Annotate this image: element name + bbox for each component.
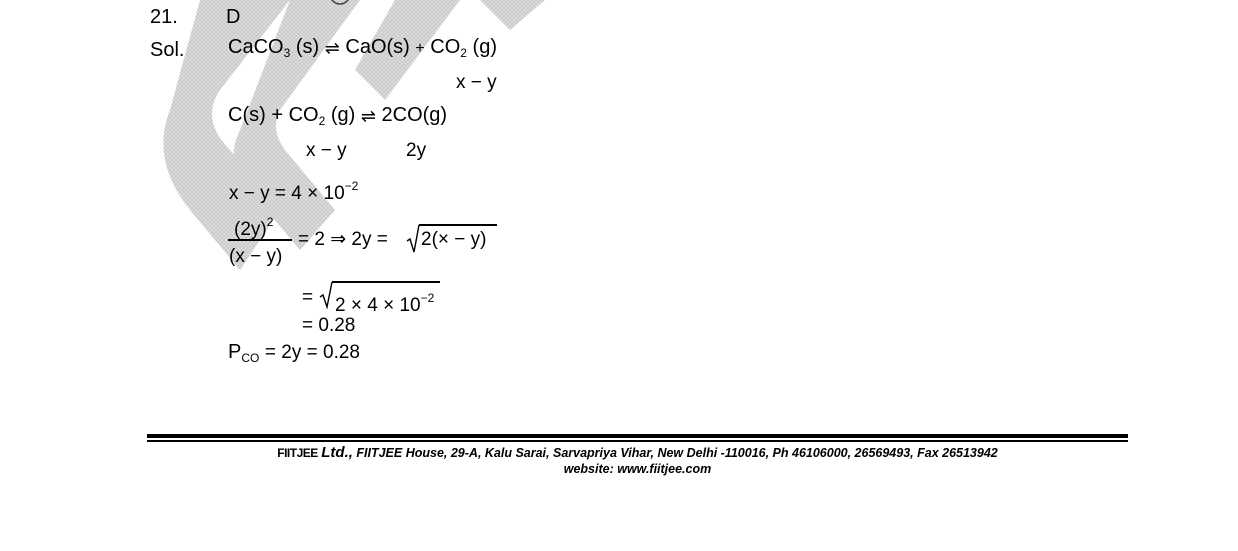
footer-address-line <box>147 445 1128 461</box>
reaction-2-reactant-1: C(s) <box>228 104 266 126</box>
reaction-1-below: x − y <box>456 72 497 93</box>
reaction-1 <box>228 35 497 65</box>
reaction-2-reactant-2: CO <box>288 104 319 126</box>
sqrt-bar <box>419 224 497 226</box>
equation-5-rest: = 2y = 0.28 <box>264 342 360 363</box>
answer-letter: D <box>226 6 241 28</box>
pressure-symbol: P <box>228 341 242 363</box>
numerator-text: (2y) <box>234 219 267 240</box>
equation-1 <box>229 174 358 206</box>
fraction-denominator: (x − y) <box>229 246 283 267</box>
equilibrium-arrow-icon: ⇌ <box>360 106 376 126</box>
reaction-1-product-2: CO <box>430 36 461 58</box>
reaction-1-reactant-subscript: 3 <box>283 46 291 60</box>
footer-ltd: Ltd., <box>321 444 353 461</box>
sqrt-text: 2 × 4 × 10 <box>335 295 421 316</box>
reaction-2-reactant-2-subscript: 2 <box>318 114 326 128</box>
equation-5 <box>228 340 360 370</box>
page-footer <box>147 445 1128 477</box>
numerator-exponent: 2 <box>266 215 274 229</box>
reaction-2-product: 2CO(g) <box>381 104 448 126</box>
reaction-2-below-left: x − y <box>306 140 347 161</box>
equation-1-lhs: x − y = 4 × 10 <box>229 183 345 204</box>
reaction-1-product-1: CaO(s) <box>345 36 410 58</box>
reaction-1-product-2-subscript: 2 <box>460 46 467 60</box>
reaction-2-reactant-2-state: (g) <box>330 104 356 126</box>
equation-4: = 0.28 <box>302 315 356 336</box>
equation-2-rhs: = 2 ⇒ 2y = <box>298 229 388 250</box>
solution-label: Sol. <box>150 39 185 61</box>
reaction-2 <box>228 103 447 133</box>
pressure-subscript: CO <box>241 351 260 365</box>
reaction-2-below-right: 2y <box>406 140 427 161</box>
footer-rule-thick <box>147 434 1128 438</box>
footer-address: FIITJEE House, 29-A, Kalu Sarai, Sarvapriya Vihar, New Delhi -110016, Ph 46106000, 26569493, Fax 26513942 <box>356 446 998 460</box>
equation-3-prefix: = <box>302 287 314 308</box>
reaction-1-reactant-state: (s) <box>295 36 320 58</box>
sqrt-bar <box>332 281 440 283</box>
footer-brand: FIITJEE <box>277 446 318 460</box>
sqrt-icon <box>319 281 333 309</box>
fraction-numerator <box>234 210 273 242</box>
question-number: 21. <box>150 6 178 28</box>
reaction-1-plus: + <box>415 40 425 57</box>
footer-rule-thin <box>147 440 1128 442</box>
equation-3-exponent: −2 <box>420 291 435 305</box>
footer-website: website: www.fiitjee.com <box>563 462 712 476</box>
equation-2-sqrt-content: 2(× − y) <box>421 229 487 250</box>
equation-1-exponent: −2 <box>344 179 359 193</box>
sqrt-icon <box>406 224 420 254</box>
reaction-1-reactant: CaCO <box>228 36 284 58</box>
reaction-2-plus: + <box>271 104 284 126</box>
equilibrium-arrow-icon: ⇌ <box>324 38 340 58</box>
reaction-1-product-2-state: (g) <box>472 36 497 58</box>
